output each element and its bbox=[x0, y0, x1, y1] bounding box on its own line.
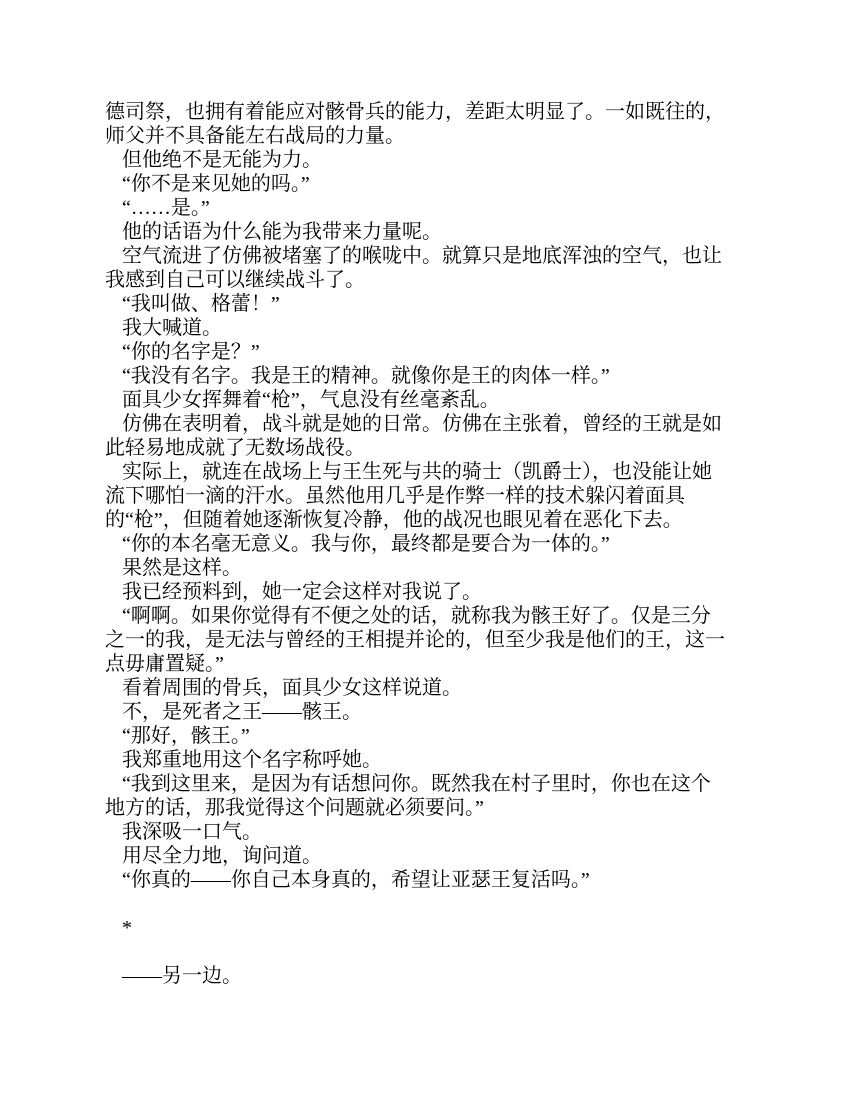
text-line: “你的本名毫无意义。我与你，最终都是要合为一体的。” bbox=[122, 533, 610, 555]
paragraph bbox=[105, 172, 755, 196]
text-line: 仿佛在表明着，战斗就是她的日常。仿佛在主张着，曾经的王就是如 bbox=[122, 413, 722, 435]
paragraph bbox=[105, 460, 755, 532]
paragraph bbox=[105, 604, 755, 676]
paragraph bbox=[105, 820, 755, 844]
paragraph bbox=[105, 244, 755, 292]
text-line: 但他绝不是无能为力。 bbox=[122, 149, 322, 171]
text-line: “啊啊。如果你觉得有不便之处的话，就称我为骸王好了。仅是三分 bbox=[122, 605, 711, 627]
paragraph bbox=[105, 748, 755, 772]
document-page bbox=[105, 100, 755, 988]
text-line: 地方的话，那我觉得这个问题就必须要问。” bbox=[105, 797, 484, 819]
text-line: “……是。” bbox=[122, 197, 210, 219]
text-line: 他的话语为什么能为我带来力量呢。 bbox=[122, 221, 442, 243]
paragraph bbox=[105, 340, 755, 364]
text-line: “你真的——你自己本身真的，希望让亚瑟王复活吗。” bbox=[122, 869, 590, 891]
text-line: 之一的我，是无法与曾经的王相提并论的，但至少我是他们的王，这一 bbox=[105, 629, 725, 651]
paragraph bbox=[105, 868, 755, 892]
paragraph bbox=[105, 100, 755, 148]
text-line: “你不是来见她的吗。” bbox=[122, 173, 310, 195]
paragraph bbox=[105, 772, 755, 820]
text-line: 不，是死者之王——骸王。 bbox=[122, 701, 362, 723]
text-line: 我深吸一口气。 bbox=[122, 821, 262, 843]
blank-line bbox=[105, 940, 755, 964]
paragraph bbox=[105, 364, 755, 388]
paragraph bbox=[105, 844, 755, 868]
text-line: “那好，骸王。” bbox=[122, 725, 250, 747]
paragraph bbox=[105, 580, 755, 604]
paragraph bbox=[105, 148, 755, 172]
text-line: 看着周围的骨兵，面具少女这样说道。 bbox=[122, 677, 462, 699]
text-line: 点毋庸置疑。” bbox=[105, 653, 224, 675]
text-line: 我感到自己可以继续战斗了。 bbox=[105, 269, 365, 291]
paragraph bbox=[105, 532, 755, 556]
paragraph bbox=[105, 220, 755, 244]
text-line: 空气流进了仿佛被堵塞了的喉咙中。就算只是地底浑浊的空气，也让 bbox=[122, 245, 722, 267]
text-line: 我大喊道。 bbox=[122, 317, 222, 339]
text-line: 我已经预料到，她一定会这样对我说了。 bbox=[122, 581, 482, 603]
text-line: “我到这里来，是因为有话想问你。既然我在村子里时，你也在这个 bbox=[122, 773, 711, 795]
blank-line bbox=[105, 892, 755, 916]
paragraph bbox=[105, 724, 755, 748]
paragraph bbox=[105, 964, 755, 988]
paragraph bbox=[105, 412, 755, 460]
text-line: “我没有名字。我是王的精神。就像你是王的肉体一样。” bbox=[122, 365, 610, 387]
text-line: * bbox=[122, 917, 132, 939]
text-line: 果然是这样。 bbox=[122, 557, 242, 579]
text-line: 实际上，就连在战场上与王生死与共的骑士（凯爵士），也没能让她 bbox=[122, 461, 712, 483]
paragraph bbox=[105, 196, 755, 220]
paragraph bbox=[105, 700, 755, 724]
paragraph bbox=[105, 676, 755, 700]
text-line: 师父并不具备能左右战局的力量。 bbox=[105, 125, 405, 147]
paragraph bbox=[105, 292, 755, 316]
text-line: 流下哪怕一滴的汗水。虽然他用几乎是作弊一样的技术躲闪着面具 bbox=[105, 485, 685, 507]
paragraph bbox=[105, 556, 755, 580]
paragraph bbox=[105, 388, 755, 412]
text-line: 面具少女挥舞着“枪”，气息没有丝毫紊乱。 bbox=[122, 389, 500, 411]
text-line: ——另一边。 bbox=[122, 965, 242, 987]
text-line: 用尽全力地，询问道。 bbox=[122, 845, 322, 867]
text-line: 的“枪”，但随着她逐渐恢复冷静，他的战况也眼见着在恶化下去。 bbox=[105, 509, 683, 531]
text-line: 德司祭，也拥有着能应对骸骨兵的能力，差距太明显了。一如既往的， bbox=[105, 101, 725, 123]
paragraph bbox=[105, 316, 755, 340]
text-line: 我郑重地用这个名字称呼她。 bbox=[122, 749, 382, 771]
text-line: 此轻易地成就了无数场战役。 bbox=[105, 437, 365, 459]
text-line: “我叫做、格蕾！” bbox=[122, 293, 280, 315]
text-line: “你的名字是？” bbox=[122, 341, 260, 363]
paragraph bbox=[105, 916, 755, 940]
